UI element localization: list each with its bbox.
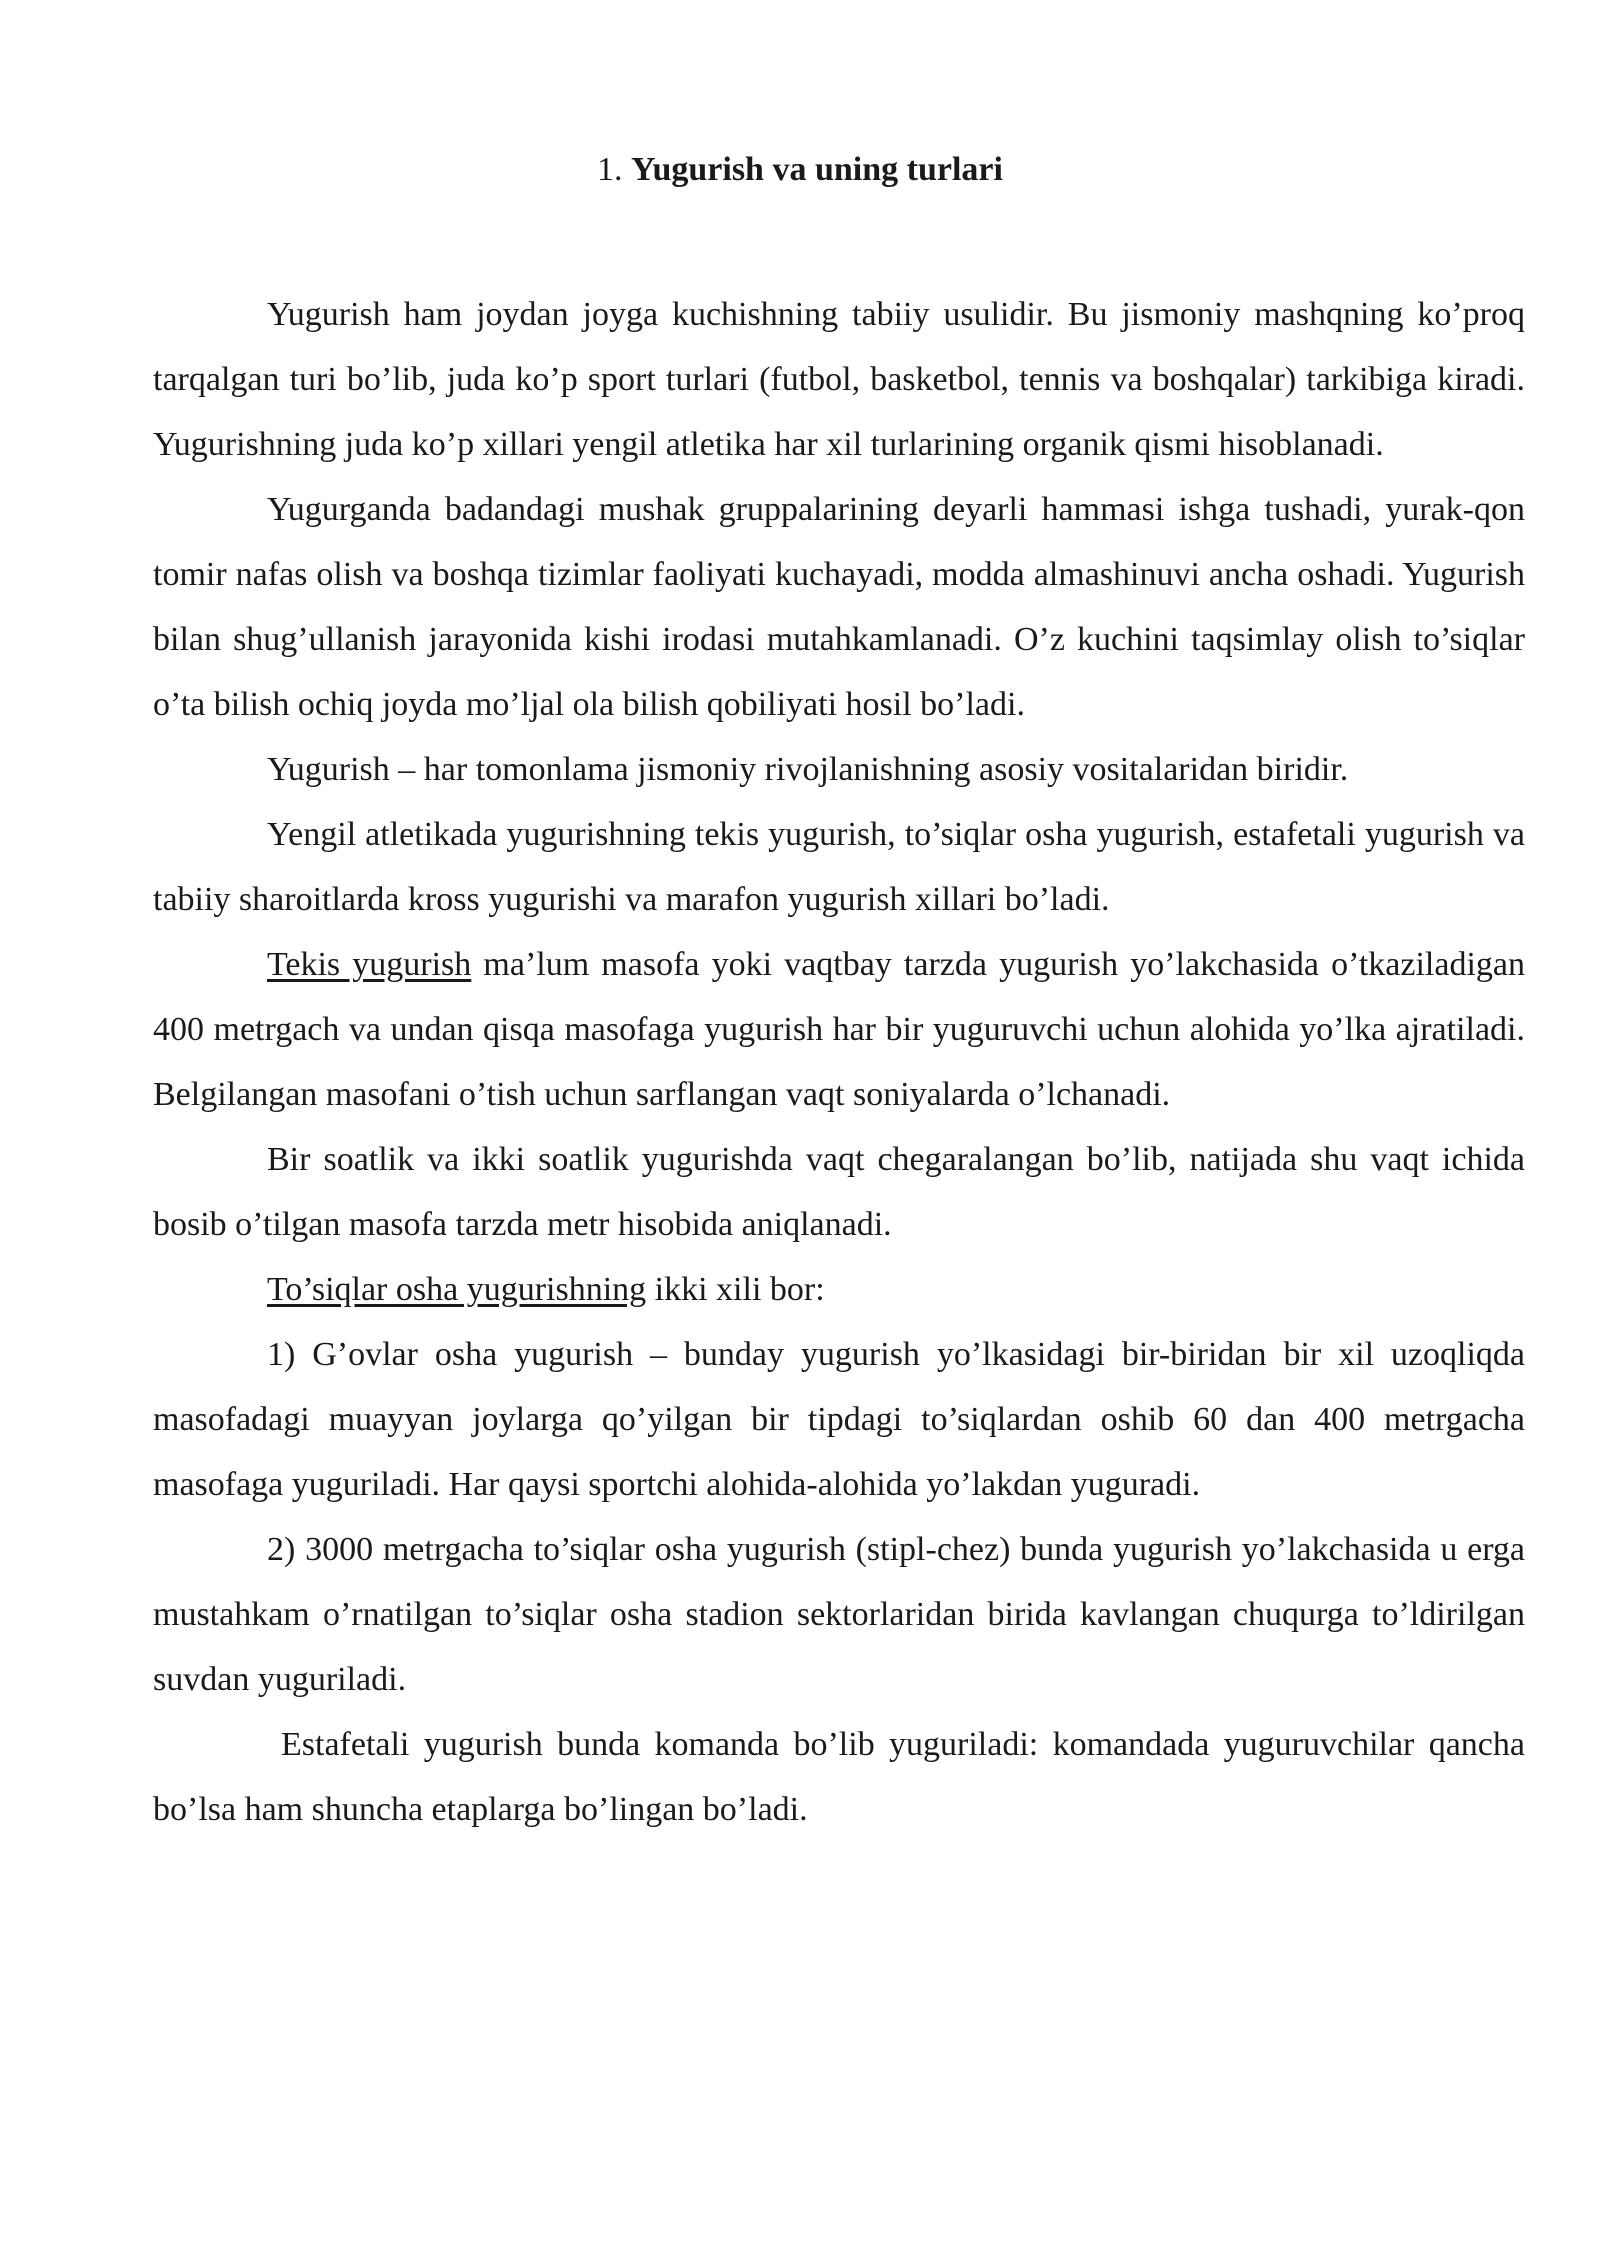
paragraph	[153, 1257, 1525, 1322]
paragraph	[153, 932, 1525, 1127]
paragraph	[153, 802, 1525, 932]
paragraph-text: Yugurganda badandagi mushak gruppalarining deyarli hammasi ishga tushadi, yurak-qon tomir nafas olish va boshqa tizimlar faoliyati kuchayadi, modda almashinuvi ancha oshadi. Yugurish bilan shug’ullanish jarayonida kishi irodasi mutahkamlanadi. O’z kuchini taqsimlay olish to’siqlar o’ta bilish ochiq joyda mo’ljal ola bilish qobiliyati hosil bo’ladi.	[153, 491, 1525, 723]
paragraph-text: Yugurish – har tomonlama jismoniy rivojlanishning asosiy vositalaridan biridir.	[267, 751, 1349, 788]
paragraph	[153, 737, 1525, 802]
paragraph-text: Bir soatlik va ikki soatlik yugurishda vaqt chegaralangan bo’lib, natijada shu vaqt ichida bosib o’tilgan masofa tarzda metr hisobida aniqlanadi.	[153, 1141, 1525, 1243]
section-number: 1.	[597, 151, 623, 188]
paragraph-text: ma’lum masofa yoki vaqtbay tarzda yugurish yo’lakchasida o’tkaziladigan 400 metrgach va undan qisqa masofaga yugurish har bir yuguruvchi uchun alohida yo’lka ajratiladi. Belgilangan masofani o’tish uchun sarflangan vaqt soniyalarda o’lchanadi.	[153, 946, 1525, 1113]
paragraph-text: Yengil atletikada yugurishning tekis yugurish, to’siqlar osha yugurish, estafetali yugurish va tabiiy sharoitlarda kross yugurishi va marafon yugurish xillari bo’ladi.	[153, 816, 1525, 918]
paragraph-text: Estafetali yugurish bunda komanda bo’lib yuguriladi: komandada yuguruvchilar qancha bo’lsa ham shuncha etaplarga bo’lingan bo’ladi.	[153, 1726, 1525, 1828]
section-heading: Yugurish va uning turlari	[631, 151, 1003, 188]
paragraph	[153, 1712, 1525, 1842]
paragraph	[153, 1517, 1525, 1712]
paragraph-text: ikki xili bor:	[646, 1271, 825, 1308]
document-body	[153, 282, 1525, 1842]
section-title	[0, 150, 1600, 190]
paragraph-text: 2) 3000 metrgacha to’siqlar osha yugurish (stipl-chez) bunda yugurish yo’lakchasida u erga mustahkam o’rnatilgan to’siqlar osha stadion sektorlaridan birida kavlangan chuqurga to’ldirilgan suvdan yuguriladi.	[153, 1531, 1525, 1698]
paragraph	[153, 1322, 1525, 1517]
paragraph-text: Yugurish ham joydan joyga kuchishning tabiiy usulidir. Bu jismoniy mashqning ko’proq tarqalgan turi bo’lib, juda ko’p sport turlari (futbol, basketbol, tennis va boshqalar) tarkibiga kiradi. Yugurishning juda ko’p xillari yengil atletika har xil turlarining organik qismi hisoblanadi.	[153, 296, 1525, 463]
underlined-term: Tekis yugurish	[267, 946, 472, 983]
paragraph	[153, 1127, 1525, 1257]
paragraph-text: 1) G’ovlar osha yugurish – bunday yugurish yo’lkasidagi bir-biridan bir xil uzoqliqda masofadagi muayyan joylarga qo’yilgan bir tipdagi to’siqlardan oshib 60 dan 400 metrgacha masofaga yuguriladi. Har qaysi sportchi alohida-alohida yo’lakdan yuguradi.	[153, 1336, 1525, 1503]
paragraph	[153, 477, 1525, 737]
underlined-term: To’siqlar osha yugurishning	[267, 1271, 647, 1308]
paragraph	[153, 282, 1525, 477]
